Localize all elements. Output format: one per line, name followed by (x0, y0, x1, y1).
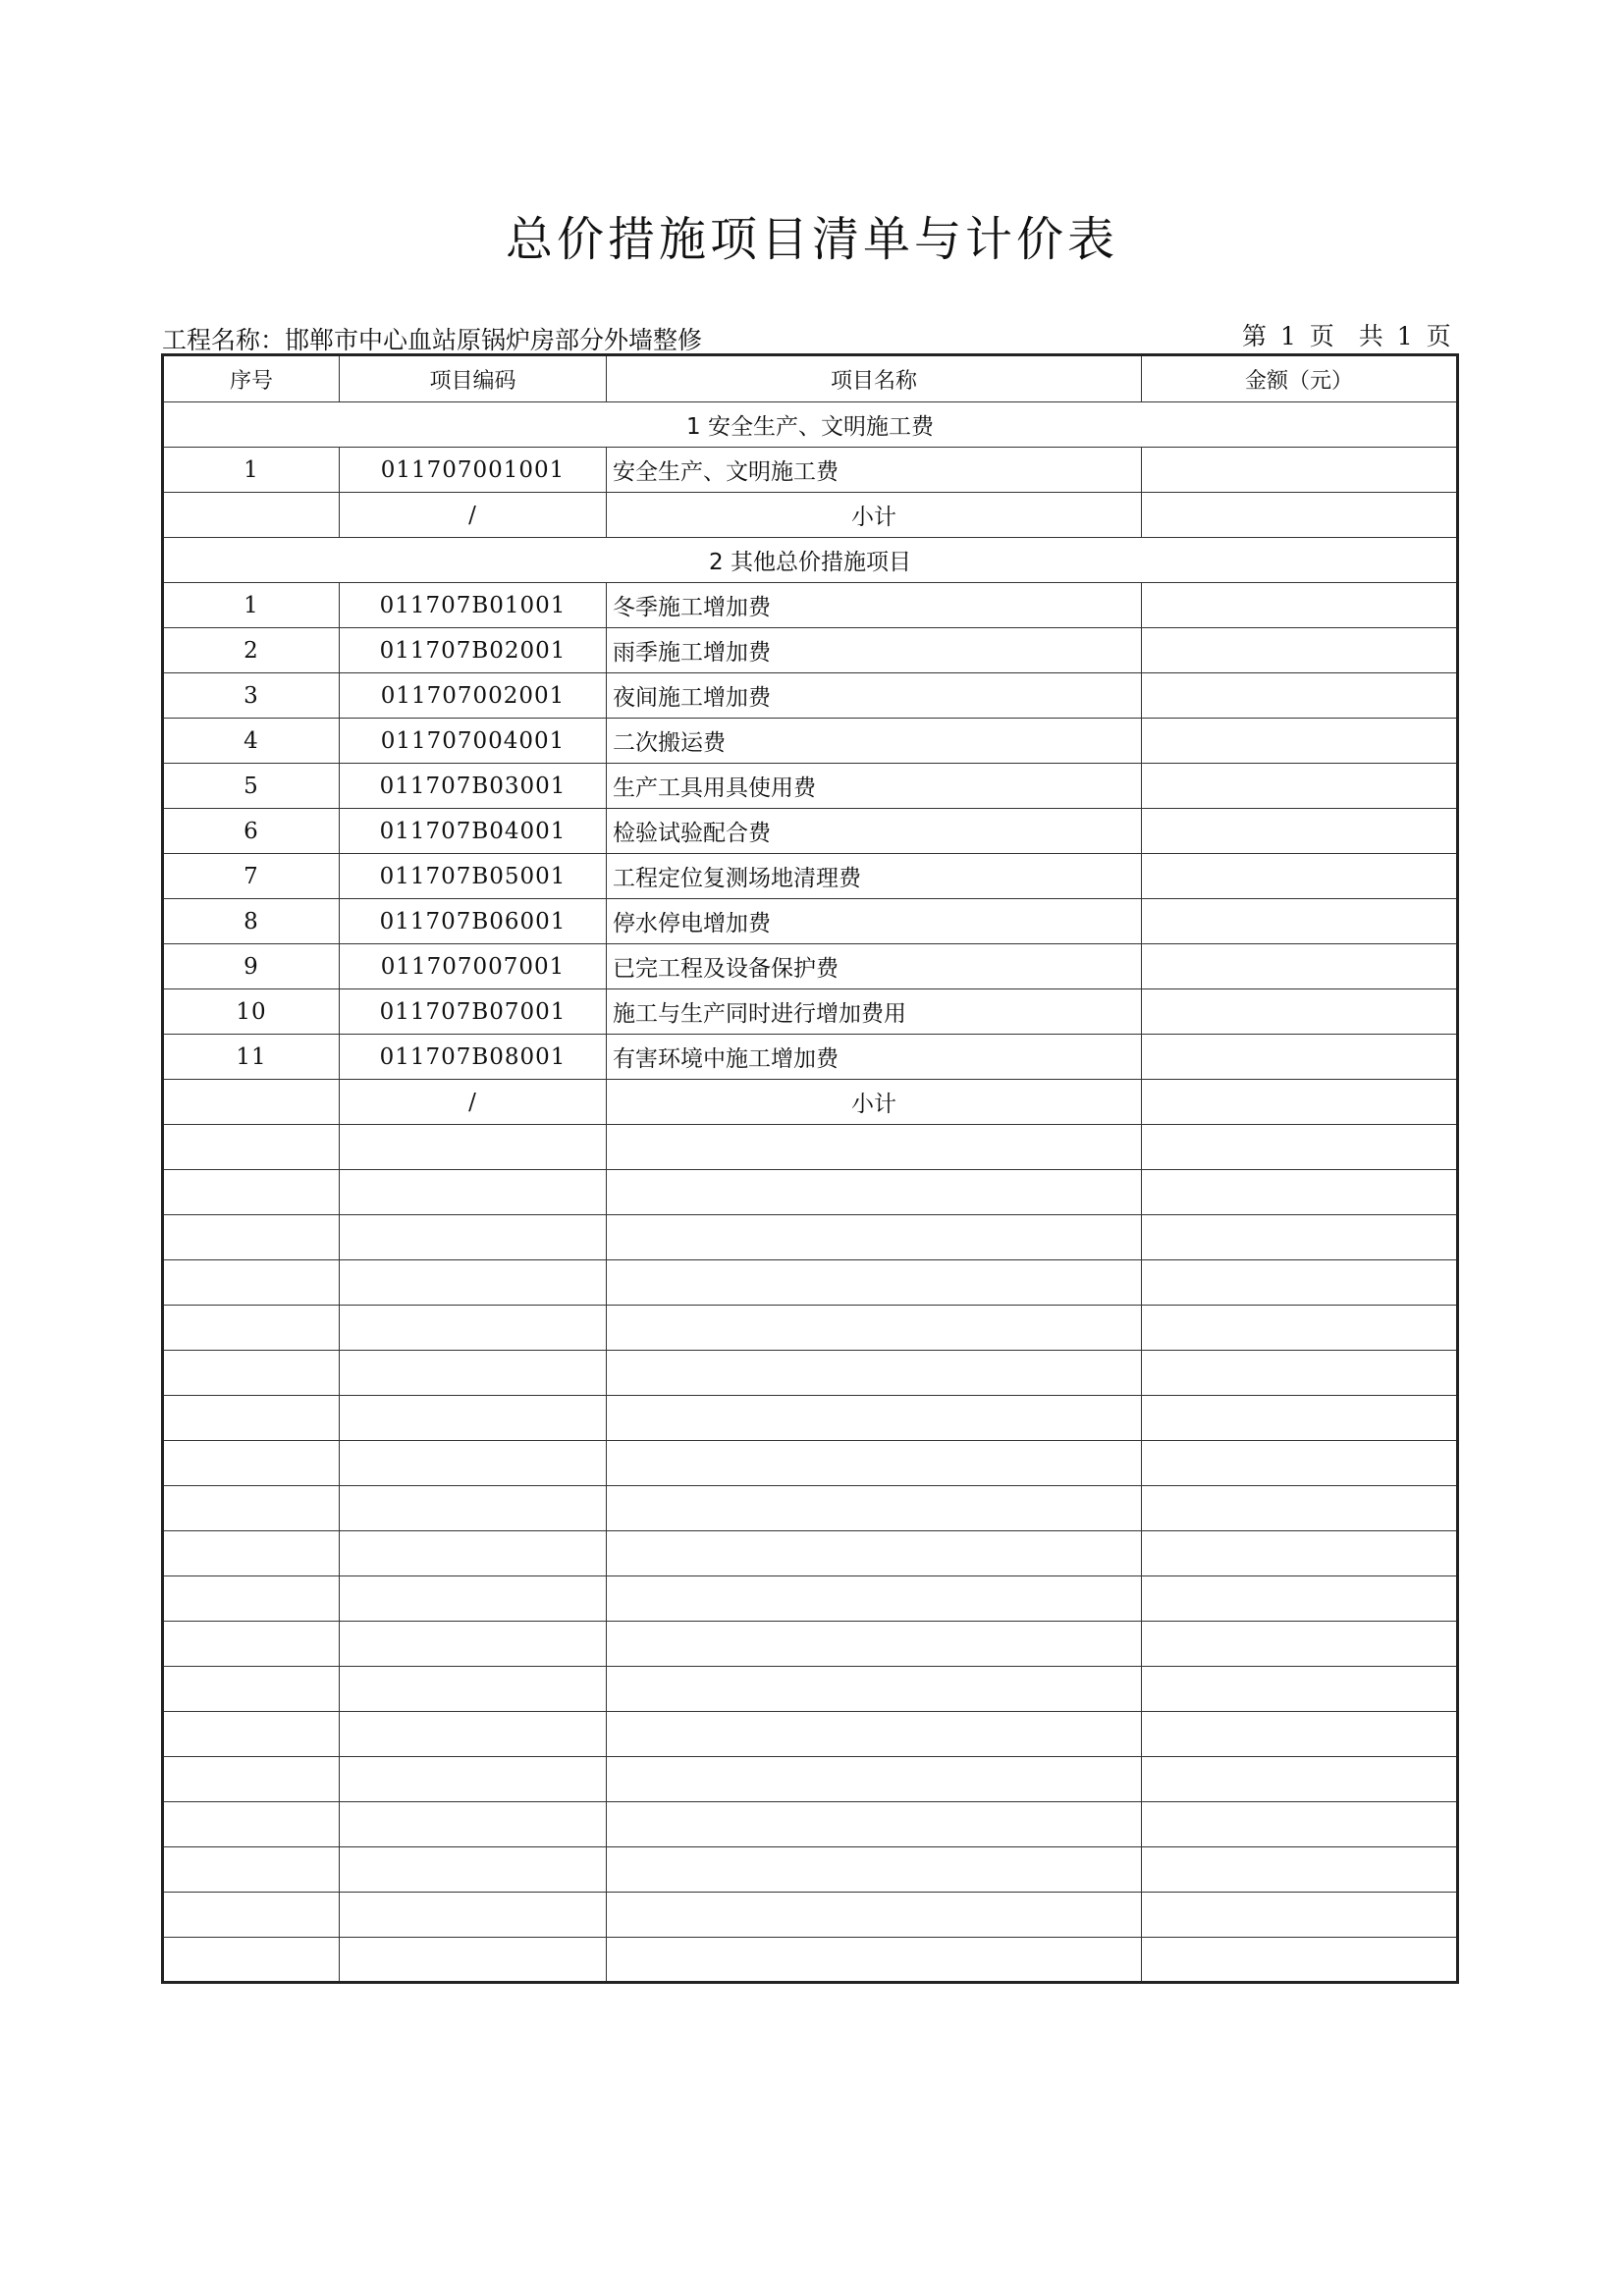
blank-cell (607, 1441, 1142, 1486)
blank-cell (607, 1622, 1142, 1667)
blank-cell (1142, 1712, 1458, 1757)
blank-row (163, 1125, 1458, 1170)
blank-cell (340, 1712, 607, 1757)
row-amount (1142, 673, 1458, 719)
row-name: 停水停电增加费 (607, 899, 1142, 944)
table-row (163, 989, 1458, 1035)
blank-row (163, 1486, 1458, 1531)
row-seq: 9 (163, 944, 340, 989)
blank-cell (340, 1486, 607, 1531)
blank-cell (340, 1893, 607, 1938)
page-title: 总价措施项目清单与计价表 (505, 212, 1118, 267)
blank-cell (1142, 1531, 1458, 1576)
row-code: 011707B04001 (340, 809, 607, 854)
blank-cell (163, 1306, 340, 1351)
blank-cell (163, 1531, 340, 1576)
row-amount (1142, 809, 1458, 854)
blank-cell (1142, 1893, 1458, 1938)
row-seq: 8 (163, 899, 340, 944)
row-amount (1142, 989, 1458, 1035)
blank-cell (1142, 1802, 1458, 1847)
row-code: 011707B08001 (340, 1035, 607, 1080)
row-seq: 5 (163, 764, 340, 809)
blank-row (163, 1260, 1458, 1306)
row-code: 011707B02001 (340, 628, 607, 673)
blank-cell (607, 1847, 1142, 1893)
blank-cell (340, 1802, 607, 1847)
blank-cell (607, 1757, 1142, 1802)
blank-cell (163, 1125, 340, 1170)
blank-cell (163, 1893, 340, 1938)
blank-cell (607, 1170, 1142, 1215)
row-name: 生产工具用具使用费 (607, 764, 1142, 809)
blank-cell (340, 1125, 607, 1170)
blank-cell (340, 1938, 607, 1983)
blank-cell (607, 1667, 1142, 1712)
blank-row (163, 1215, 1458, 1260)
row-amount (1142, 944, 1458, 989)
subtotal-amount (1142, 1080, 1458, 1125)
blank-row (163, 1667, 1458, 1712)
blank-cell (607, 1486, 1142, 1531)
table-row (163, 899, 1458, 944)
row-seq: 1 (163, 448, 340, 493)
blank-cell (607, 1802, 1142, 1847)
blank-cell (1142, 1576, 1458, 1622)
blank-cell (607, 1576, 1142, 1622)
subtotal-label: 小计 (607, 493, 1142, 538)
blank-cell (1142, 1938, 1458, 1983)
blank-cell (1142, 1306, 1458, 1351)
blank-cell (607, 1306, 1142, 1351)
header-amount: 金额（元） (1142, 355, 1458, 402)
blank-row (163, 1847, 1458, 1893)
blank-cell (607, 1938, 1142, 1983)
row-amount (1142, 719, 1458, 764)
blank-cell (163, 1757, 340, 1802)
blank-cell (1142, 1215, 1458, 1260)
row-code: 011707B06001 (340, 899, 607, 944)
blank-cell (607, 1260, 1142, 1306)
table-row (163, 764, 1458, 809)
blank-cell (163, 1712, 340, 1757)
measures-table (161, 353, 1459, 1984)
blank-cell (340, 1170, 607, 1215)
header-code: 项目编码 (340, 355, 607, 402)
blank-cell (340, 1622, 607, 1667)
section-title: 2 其他总价措施项目 (163, 538, 1458, 583)
subtotal-label: 小计 (607, 1080, 1142, 1125)
subtotal-seq (163, 493, 340, 538)
table-row (163, 944, 1458, 989)
row-name: 冬季施工增加费 (607, 583, 1142, 628)
blank-cell (1142, 1170, 1458, 1215)
blank-row (163, 1712, 1458, 1757)
table-row (163, 1035, 1458, 1080)
blank-row (163, 1576, 1458, 1622)
row-name: 检验试验配合费 (607, 809, 1142, 854)
row-code: 011707001001 (340, 448, 607, 493)
blank-cell (163, 1260, 340, 1306)
blank-cell (607, 1712, 1142, 1757)
header-seq: 序号 (163, 355, 340, 402)
blank-cell (340, 1260, 607, 1306)
blank-cell (607, 1215, 1142, 1260)
row-name: 已完工程及设备保护费 (607, 944, 1142, 989)
table-row (163, 628, 1458, 673)
row-name: 工程定位复测场地清理费 (607, 854, 1142, 899)
section-row (163, 402, 1458, 448)
blank-cell (607, 1351, 1142, 1396)
section-title: 1 安全生产、文明施工费 (163, 402, 1458, 448)
blank-cell (607, 1893, 1142, 1938)
blank-row (163, 1351, 1458, 1396)
blank-cell (163, 1802, 340, 1847)
row-seq: 7 (163, 854, 340, 899)
row-seq: 6 (163, 809, 340, 854)
blank-cell (1142, 1622, 1458, 1667)
blank-row (163, 1757, 1458, 1802)
blank-cell (163, 1396, 340, 1441)
row-seq: 1 (163, 583, 340, 628)
blank-cell (340, 1667, 607, 1712)
blank-cell (340, 1531, 607, 1576)
table-row (163, 448, 1458, 493)
table-row (163, 854, 1458, 899)
table-body (163, 402, 1458, 1983)
page-info: 第 1 页 共 1 页 (1242, 322, 1451, 350)
row-name: 夜间施工增加费 (607, 673, 1142, 719)
project-name-line (162, 321, 702, 356)
blank-cell (163, 1486, 340, 1531)
blank-cell (163, 1847, 340, 1893)
row-code: 011707007001 (340, 944, 607, 989)
row-code: 011707B01001 (340, 583, 607, 628)
row-amount (1142, 448, 1458, 493)
section-row (163, 538, 1458, 583)
blank-row (163, 1441, 1458, 1486)
blank-cell (340, 1441, 607, 1486)
row-name: 有害环境中施工增加费 (607, 1035, 1142, 1080)
table-header-row (163, 355, 1458, 402)
header-name: 项目名称 (607, 355, 1142, 402)
subtotal-code: / (340, 493, 607, 538)
blank-cell (1142, 1351, 1458, 1396)
blank-row (163, 1893, 1458, 1938)
blank-cell (607, 1396, 1142, 1441)
row-seq: 11 (163, 1035, 340, 1080)
blank-row (163, 1306, 1458, 1351)
table-row (163, 719, 1458, 764)
blank-cell (163, 1938, 340, 1983)
subtotal-row (163, 493, 1458, 538)
blank-row (163, 1170, 1458, 1215)
row-code: 011707B05001 (340, 854, 607, 899)
blank-cell (340, 1757, 607, 1802)
blank-cell (163, 1215, 340, 1260)
blank-cell (340, 1576, 607, 1622)
table-row (163, 583, 1458, 628)
blank-row (163, 1396, 1458, 1441)
blank-cell (163, 1351, 340, 1396)
blank-cell (1142, 1486, 1458, 1531)
project-name: 邯郸市中心血站原锅炉房部分外墙整修 (285, 326, 703, 354)
blank-cell (340, 1215, 607, 1260)
row-seq: 4 (163, 719, 340, 764)
blank-row (163, 1622, 1458, 1667)
row-code: 011707B07001 (340, 989, 607, 1035)
blank-cell (1142, 1757, 1458, 1802)
row-code: 011707B03001 (340, 764, 607, 809)
blank-cell (1142, 1396, 1458, 1441)
table-row (163, 673, 1458, 719)
row-amount (1142, 583, 1458, 628)
row-amount (1142, 1035, 1458, 1080)
row-name: 施工与生产同时进行增加费用 (607, 989, 1142, 1035)
row-amount (1142, 764, 1458, 809)
row-amount (1142, 854, 1458, 899)
blank-row (163, 1531, 1458, 1576)
row-amount (1142, 628, 1458, 673)
blank-cell (1142, 1260, 1458, 1306)
blank-cell (1142, 1125, 1458, 1170)
subtotal-row (163, 1080, 1458, 1125)
blank-cell (1142, 1667, 1458, 1712)
subtotal-code: / (340, 1080, 607, 1125)
row-name: 雨季施工增加费 (607, 628, 1142, 673)
blank-cell (340, 1306, 607, 1351)
project-label: 工程名称： (162, 326, 286, 354)
row-name: 二次搬运费 (607, 719, 1142, 764)
blank-cell (163, 1667, 340, 1712)
row-amount (1142, 899, 1458, 944)
blank-row (163, 1938, 1458, 1983)
blank-cell (1142, 1847, 1458, 1893)
blank-cell (607, 1531, 1142, 1576)
blank-cell (163, 1441, 340, 1486)
blank-cell (607, 1125, 1142, 1170)
row-code: 011707002001 (340, 673, 607, 719)
table-row (163, 809, 1458, 854)
blank-cell (340, 1396, 607, 1441)
blank-cell (1142, 1441, 1458, 1486)
subtotal-amount (1142, 493, 1458, 538)
row-seq: 10 (163, 989, 340, 1035)
row-code: 011707004001 (340, 719, 607, 764)
blank-cell (163, 1170, 340, 1215)
blank-cell (163, 1622, 340, 1667)
blank-cell (340, 1351, 607, 1396)
blank-cell (340, 1847, 607, 1893)
row-seq: 3 (163, 673, 340, 719)
subtotal-seq (163, 1080, 340, 1125)
blank-row (163, 1802, 1458, 1847)
row-seq: 2 (163, 628, 340, 673)
blank-cell (163, 1576, 340, 1622)
row-name: 安全生产、文明施工费 (607, 448, 1142, 493)
